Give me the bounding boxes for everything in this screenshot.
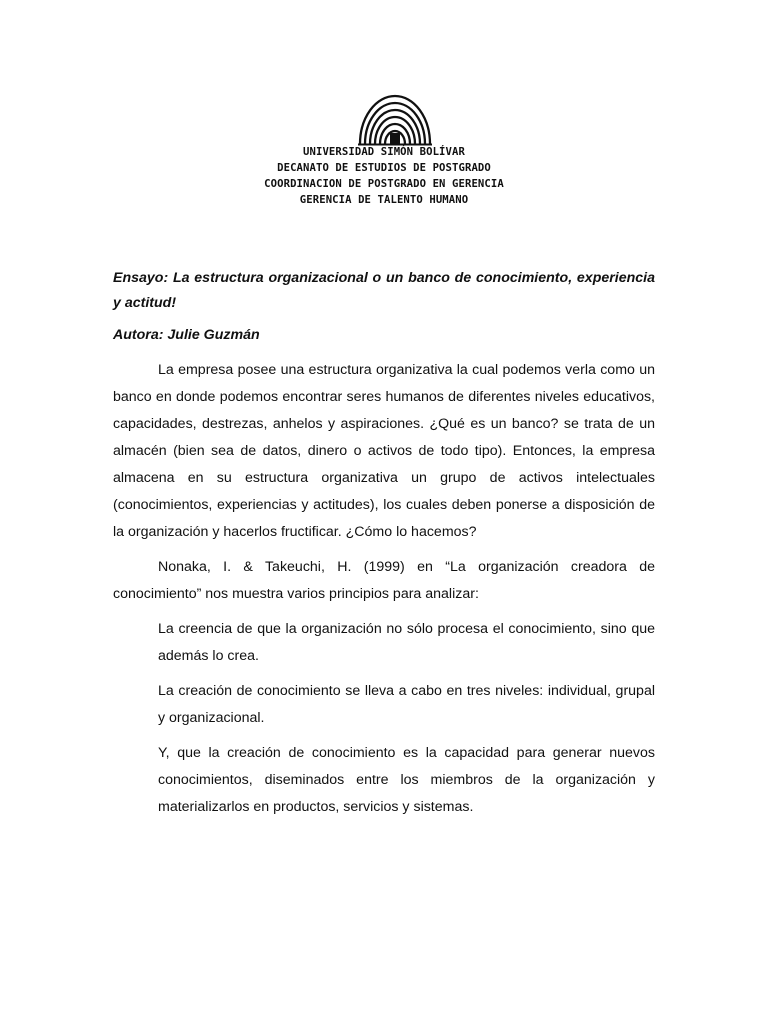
header-line-university: UNIVERSIDAD SIMÓN BOLÍVAR <box>303 146 465 158</box>
header-line-deanery: DECANATO DE ESTUDIOS DE POSTGRADO <box>277 162 491 174</box>
principle-item: Y, que la creación de conocimiento es la capacidad para generar nuevos conocimientos, diseminados entre los miembros de la organización y materializarlos en productos, servicios y sistemas. <box>158 745 655 815</box>
institution-header <box>0 144 768 208</box>
essay-body <box>113 266 655 821</box>
header-line-coordination: COORDINACION DE POSTGRADO EN GERENCIA <box>264 178 504 190</box>
header-line-department: GERENCIA DE TALENTO HUMANO <box>299 194 469 206</box>
paragraph: Nonaka, I. & Takeuchi, H. (1999) en “La organización creadora de conocimiento” nos muestra varios principios para analizar: <box>113 559 655 602</box>
principle-item: La creación de conocimiento se lleva a cabo en tres niveles: individual, grupal y organizacional. <box>158 683 655 726</box>
university-dome-logo-icon <box>356 92 434 146</box>
essay-title: Ensayo: La estructura organizacional o un banco de conocimiento, experiencia y actitud! <box>113 270 655 311</box>
principle-item: La creencia de que la organización no sólo procesa el conocimiento, sino que además lo crea. <box>158 621 655 664</box>
paragraph: La empresa posee una estructura organizativa la cual podemos verla como un banco en donde podemos encontrar seres humanos de diferentes niveles educativos, capacidades, destrezas, anhelos y aspiraciones. ¿Qué es un banco? se trata de un almacén (bien sea de datos, dinero o activos de todo tipo). Entonces, la empresa almacena en su estructura organizativa un grupo de activos intelectuales (conocimientos, experiencias y actitudes), los cuales deben ponerse a disposición de la organización y hacerlos fructificar. ¿Cómo lo hacemos? <box>113 362 655 540</box>
essay-author: Autora: Julie Guzmán <box>113 327 260 343</box>
